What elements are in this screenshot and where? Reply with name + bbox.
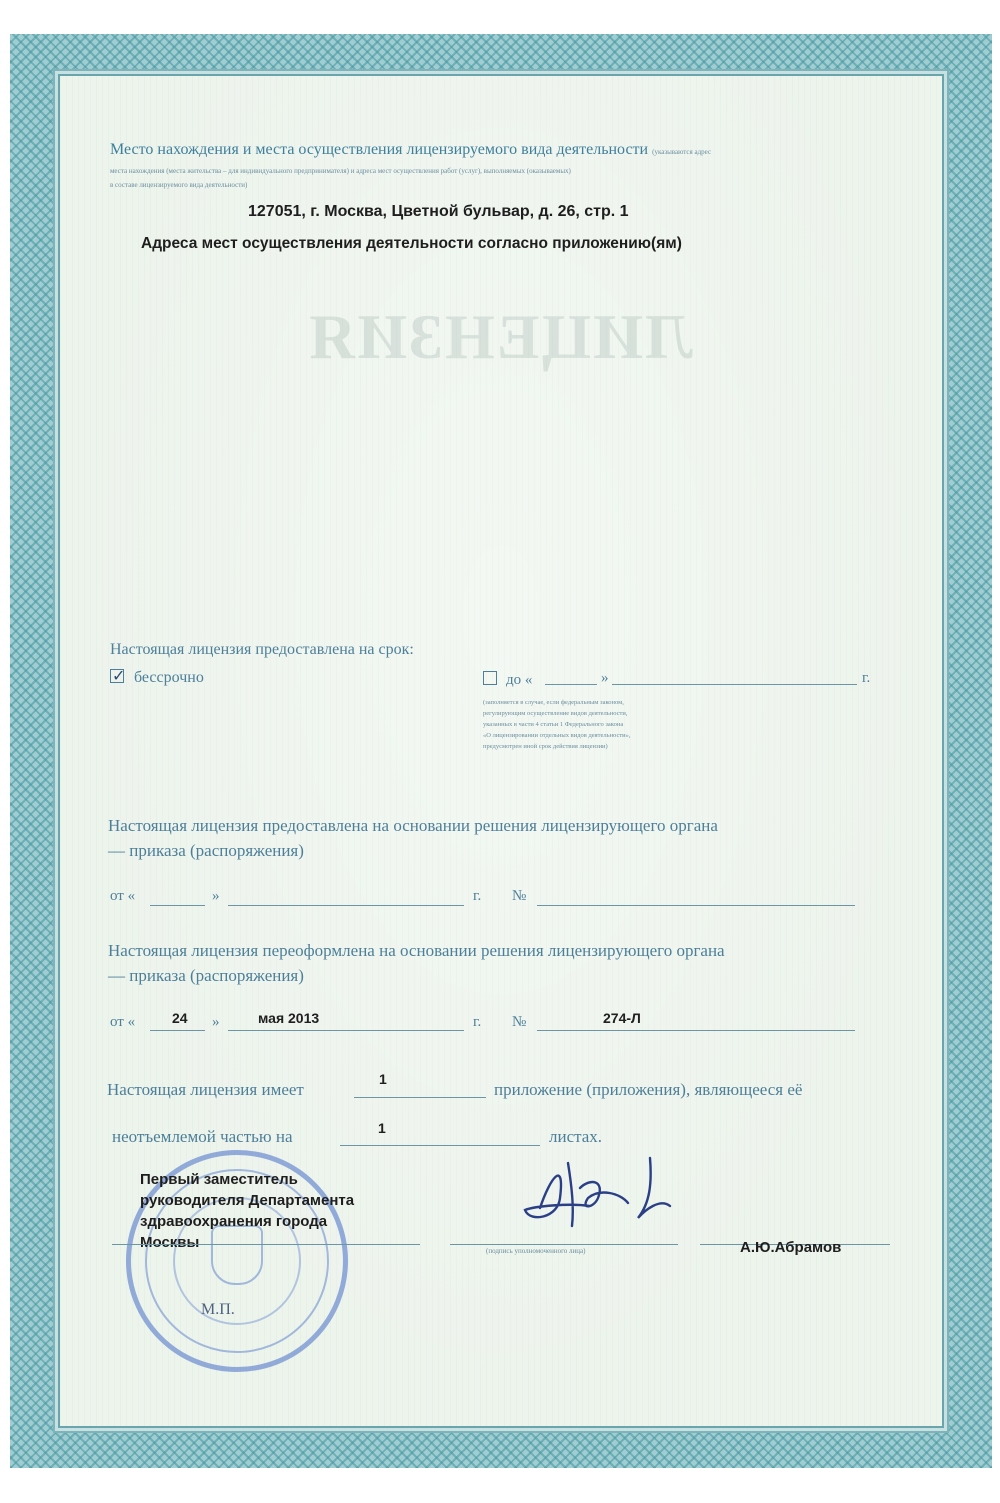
appendix-sheets-suffix: листах.	[549, 1127, 603, 1146]
appendix-sheets-value: 1	[378, 1120, 386, 1136]
reissue-month-line	[228, 1030, 464, 1031]
location-heading-note: (указываются адрес	[652, 148, 712, 156]
basis-month-line	[228, 905, 464, 906]
location-note-line-2: места нахождения (места жительства – для индивидуального предпринимателя) и адреса мест осуществления работ (услуг), выполняемых (оказываемых)	[110, 167, 571, 175]
stamp-label: М.П.	[201, 1301, 235, 1318]
reissue-line-2: — приказа (распоряжения)	[108, 966, 304, 985]
reissue-from-mid: »	[212, 1014, 220, 1030]
checkbox-empty-icon	[483, 671, 497, 685]
handwritten-signature	[510, 1148, 690, 1238]
appendix-suffix: приложение (приложения), являющееся её	[494, 1080, 803, 1099]
bleed-through-title: ЛИЦЕНЗИЯ	[307, 301, 693, 372]
reissue-line-1: Настоящая лицензия переоформлена на основании решения лицензирующего органа	[108, 941, 725, 960]
checkbox-checked-icon: ✓	[112, 666, 126, 685]
basis-line-1: Настоящая лицензия предоставлена на основании решения лицензирующего органа	[108, 816, 718, 835]
term-label: Настоящая лицензия предоставлена на срок:	[110, 641, 414, 658]
term-note	[483, 697, 783, 752]
reissue-year-suffix: г.	[473, 1014, 482, 1030]
signatory-position-line: руководителя Департамента	[140, 1192, 355, 1209]
signatory-position-line: Москвы	[140, 1234, 200, 1251]
reissue-number-label: №	[512, 1014, 527, 1030]
signature-line	[450, 1244, 678, 1245]
signatory-position-line: Первый заместитель	[140, 1171, 298, 1188]
signature-caption: (подпись уполномоченного лица)	[486, 1247, 586, 1255]
appendix-count-line	[354, 1097, 486, 1098]
term-note-line: «О лицензировании отдельных видов деятельности»,	[483, 732, 631, 739]
term-note-line: регулирующим осуществление видов деятельности,	[483, 710, 628, 717]
appendix-count-value: 1	[379, 1071, 387, 1087]
reissue-month-year-value: мая 2013	[258, 1010, 320, 1026]
reissue-number-line	[537, 1030, 855, 1031]
term-note-line: указанных в части 4 статьи 1 Федерального закона	[483, 721, 624, 728]
basis-number-label: №	[512, 888, 527, 904]
location-heading	[110, 141, 711, 159]
reissue-from-prefix: от «	[110, 1014, 136, 1030]
term-until-day-line	[545, 684, 597, 685]
appendix-sheets-line	[340, 1145, 540, 1146]
basis-line-2: — приказа (распоряжения)	[108, 841, 304, 860]
basis-from-mid: »	[212, 888, 220, 904]
term-until-month-line	[612, 684, 857, 685]
term-until-prefix: до «	[506, 672, 533, 688]
term-until-mid: »	[601, 670, 609, 686]
reissue-day-line	[150, 1030, 205, 1031]
term-until-option	[483, 670, 532, 689]
term-indefinite-label: бессрочно	[134, 669, 204, 686]
term-note-line: предусмотрен иной срок действия лицензии)	[483, 743, 608, 750]
appendix-prefix: Настоящая лицензия имеет	[107, 1080, 304, 1099]
appendix-sheets-prefix: неотъемлемой частью на	[112, 1127, 293, 1146]
signatory-position	[140, 1169, 354, 1253]
address-value: 127051, г. Москва, Цветной бульвар, д. 26, стр. 1	[248, 203, 629, 220]
basis-number-line	[537, 905, 855, 906]
basis-day-line	[150, 905, 205, 906]
term-indefinite-option	[110, 668, 204, 687]
location-heading-title: Место нахождения и места осуществления лицензируемого вида деятельности	[110, 141, 649, 158]
signatory-name: А.Ю.Абрамов	[740, 1239, 842, 1256]
addresses-note: Адреса мест осуществления деятельности согласно приложению(ям)	[141, 235, 682, 252]
term-note-line: (заполняется в случае, если федеральным законом,	[483, 699, 624, 706]
reissue-day-value: 24	[172, 1010, 188, 1026]
basis-year-suffix: г.	[473, 888, 482, 904]
term-until-year-suffix: г.	[862, 670, 871, 686]
location-note-line-3: в составе лицензируемого вида деятельности)	[110, 181, 248, 189]
basis-from-prefix: от «	[110, 888, 136, 904]
reissue-number-value: 274-Л	[603, 1010, 641, 1026]
position-line	[112, 1244, 420, 1245]
signatory-position-line: здравоохранения города	[140, 1213, 328, 1230]
